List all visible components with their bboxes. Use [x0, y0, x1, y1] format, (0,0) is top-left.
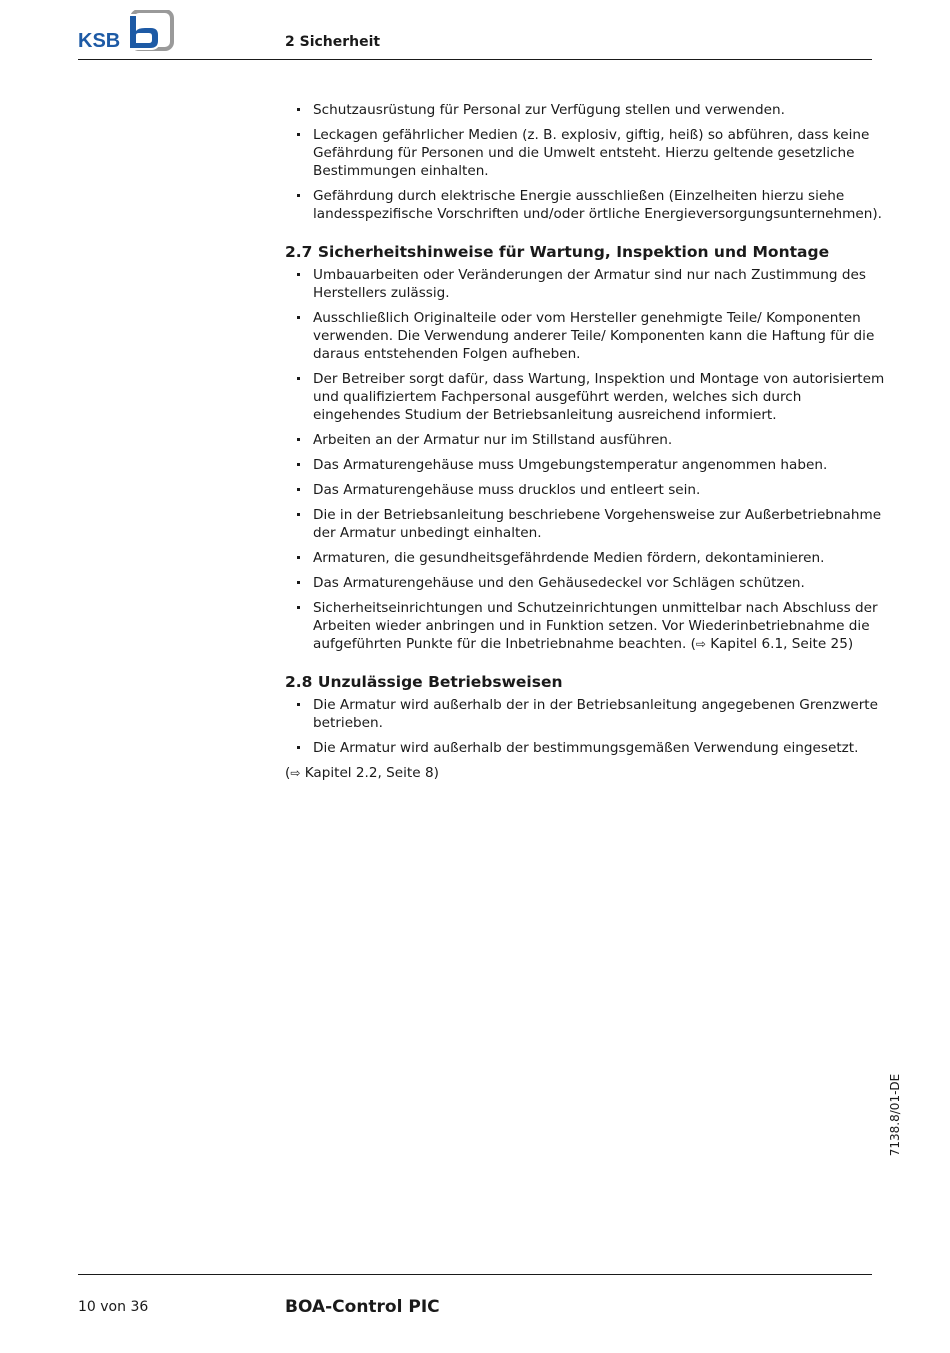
chapter-reference-link[interactable]: Kapitel 2.2, Seite 8 — [304, 765, 434, 781]
list-item: Das Armaturengehäuse und den Gehäusedeckel vor Schlägen schützen. — [285, 574, 885, 592]
list-item: Das Armaturengehäuse muss Umgebungstemperatur angenommen haben. — [285, 456, 885, 474]
section-2-8-bullet-list — [285, 696, 885, 757]
list-item — [285, 599, 885, 653]
footer-divider — [78, 1274, 872, 1275]
intro-bullet-list — [285, 101, 885, 223]
list-item: Arbeiten an der Armatur nur im Stillstand ausführen. — [285, 431, 885, 449]
arrow-right-icon: ⇨ — [695, 637, 706, 651]
header-divider — [78, 59, 872, 60]
section-heading-2-8: 2.8 Unzulässige Betriebsweisen — [285, 673, 563, 691]
list-item: Gefährdung durch elektrische Energie ausschließen (Einzelheiten hierzu siehe landesspezifische Vorschriften und/oder örtliche Energieversorgungsunternehmen). — [285, 187, 885, 223]
ksb-logo — [78, 10, 174, 52]
chapter-reference — [285, 764, 885, 782]
document-id: 7138.8/01-DE — [888, 1073, 902, 1157]
bullet-text-close: ) — [847, 636, 854, 652]
ref-close: ) — [433, 765, 439, 781]
logo-text: KSB — [78, 30, 121, 52]
page-number: 10 von 36 — [78, 1299, 149, 1315]
product-name: BOA-Control PIC — [285, 1297, 440, 1317]
list-item: Schutzausrüstung für Personal zur Verfügung stellen und verwenden. — [285, 101, 885, 119]
list-item: Der Betreiber sorgt dafür, dass Wartung, Inspektion und Montage von autorisiertem und qualifiziertem Fachpersonal ausgeführt werden, welches sich durch eingehendes Studium der Betriebsanleitung ausreichend informiert. — [285, 370, 885, 424]
ref-open: ( — [285, 765, 291, 781]
list-item: Die Armatur wird außerhalb der bestimmungsgemäßen Verwendung eingesetzt. — [285, 739, 885, 757]
list-item: Die Armatur wird außerhalb der in der Betriebsanleitung angegebenen Grenzwerte betrieben. — [285, 696, 885, 732]
ksb-logo-mark-icon — [124, 10, 174, 52]
bullet-text: Sicherheitseinrichtungen und Schutzeinrichtungen unmittelbar nach Abschluss der Arbeiten wieder anbringen und in Funktion setzen. Vor Wiederinbetriebnahme die aufgeführten Punkte für die Inbetriebnahme beachten. ( — [313, 600, 878, 652]
arrow-right-icon: ⇨ — [290, 766, 301, 780]
list-item: Umbauarbeiten oder Veränderungen der Armatur sind nur nach Zustimmung des Herstellers zulässig. — [285, 266, 885, 302]
header-section-title: 2 Sicherheit — [285, 34, 381, 50]
list-item: Leckagen gefährlicher Medien (z. B. explosiv, giftig, heiß) so abführen, dass keine Gefährdung für Personen und die Umwelt entsteht. Hierzu geltende gesetzliche Bestimmungen einhalten. — [285, 126, 885, 180]
list-item: Die in der Betriebsanleitung beschriebene Vorgehensweise zur Außerbetriebnahme der Armatur unbedingt einhalten. — [285, 506, 885, 542]
chapter-reference-link[interactable]: Kapitel 6.1, Seite 25 — [710, 636, 848, 652]
list-item: Armaturen, die gesundheitsgefährdende Medien fördern, dekontaminieren. — [285, 549, 885, 567]
section-2-7-bullet-list — [285, 266, 885, 653]
list-item: Ausschließlich Originalteile oder vom Hersteller genehmigte Teile/ Komponenten verwenden. Die Verwendung anderer Teile/ Komponenten kann die Haftung für die daraus entstehenden Folgen aufheben. — [285, 309, 885, 363]
list-item: Das Armaturengehäuse muss drucklos und entleert sein. — [285, 481, 885, 499]
main-content — [285, 101, 885, 782]
section-heading-2-7: 2.7 Sicherheitshinweise für Wartung, Inspektion und Montage — [285, 243, 830, 261]
